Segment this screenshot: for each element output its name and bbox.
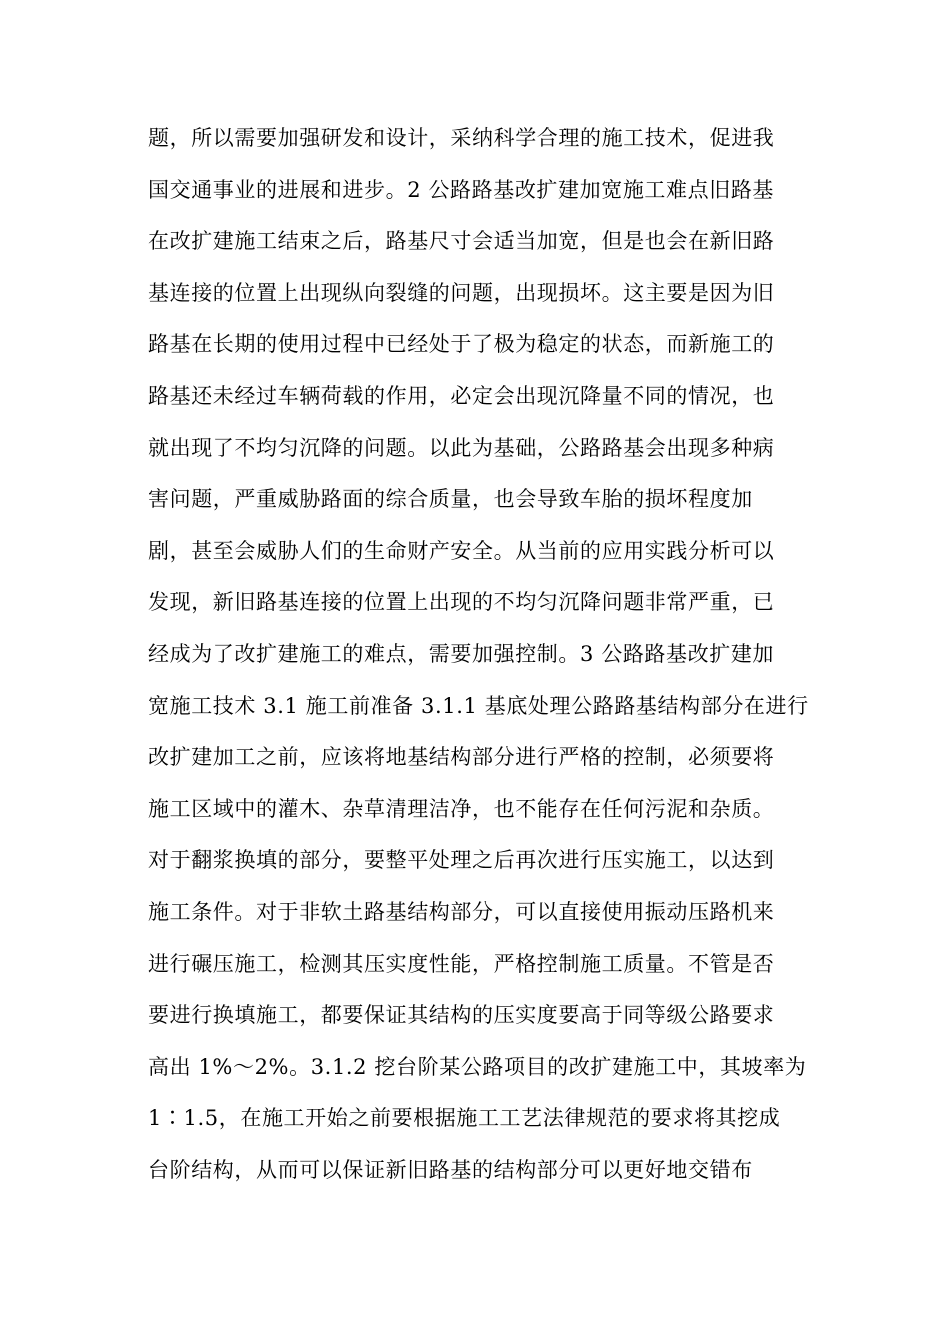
text-line: 1∶1.5，在施工开始之前要根据施工工艺法律规范的要求将其挖成 <box>148 1106 781 1131</box>
body-text <box>148 118 808 1201</box>
text-line: 国交通事业的进展和进步。2 公路路基改扩建加宽施工难点旧路基 <box>148 177 775 202</box>
text-line: 施工条件。对于非软土路基结构部分，可以直接使用振动压路机来 <box>148 899 775 924</box>
text-line: 对于翻浆换填的部分，要整平处理之后再次进行压实施工，以达到 <box>148 848 775 873</box>
text-line: 改扩建加工之前，应该将地基结构部分进行严格的控制，必须要将 <box>148 745 775 770</box>
text-line: 施工区域中的灌木、杂草清理洁净，也不能存在任何污泥和杂质。 <box>148 796 775 821</box>
text-line: 就出现了不均匀沉降的问题。以此为基础，公路路基会出现多种病 <box>148 435 775 460</box>
text-line: 路基还未经过车辆荷载的作用，必定会出现沉降量不同的情况，也 <box>148 383 775 408</box>
text-line: 基连接的位置上出现纵向裂缝的问题，出现损坏。这主要是因为旧 <box>148 280 775 305</box>
text-line: 台阶结构，从而可以保证新旧路基的结构部分可以更好地交错布 <box>148 1157 753 1182</box>
text-line: 发现，新旧路基连接的位置上出现的不均匀沉降问题非常严重，已 <box>148 590 775 615</box>
text-line: 害问题，严重威胁路面的综合质量，也会导致车胎的损坏程度加 <box>148 487 753 512</box>
text-line: 在改扩建施工结束之后，路基尺寸会适当加宽，但是也会在新旧路 <box>148 229 775 254</box>
text-line: 进行碾压施工，检测其压实度性能，严格控制施工质量。不管是否 <box>148 951 775 976</box>
text-line: 经成为了改扩建施工的难点，需要加强控制。3 公路路基改扩建加 <box>148 641 775 666</box>
text-line: 剧，甚至会威胁人们的生命财产安全。从当前的应用实践分析可以 <box>148 538 775 563</box>
text-line: 路基在长期的使用过程中已经处于了极为稳定的状态，而新施工的 <box>148 332 775 357</box>
text-line: 要进行换填施工，都要保证其结构的压实度要高于同等级公路要求 <box>148 1003 775 1028</box>
text-line: 题，所以需要加强研发和设计，采纳科学合理的施工技术，促进我 <box>148 126 775 150</box>
text-line: 宽施工技术 3.1 施工前准备 3.1.1 基底处理公路路基结构部分在进行 <box>148 693 809 718</box>
text-line: 高出 1%～2%。3.1.2 挖台阶某公路项目的改扩建施工中，其坡率为 <box>148 1054 807 1079</box>
